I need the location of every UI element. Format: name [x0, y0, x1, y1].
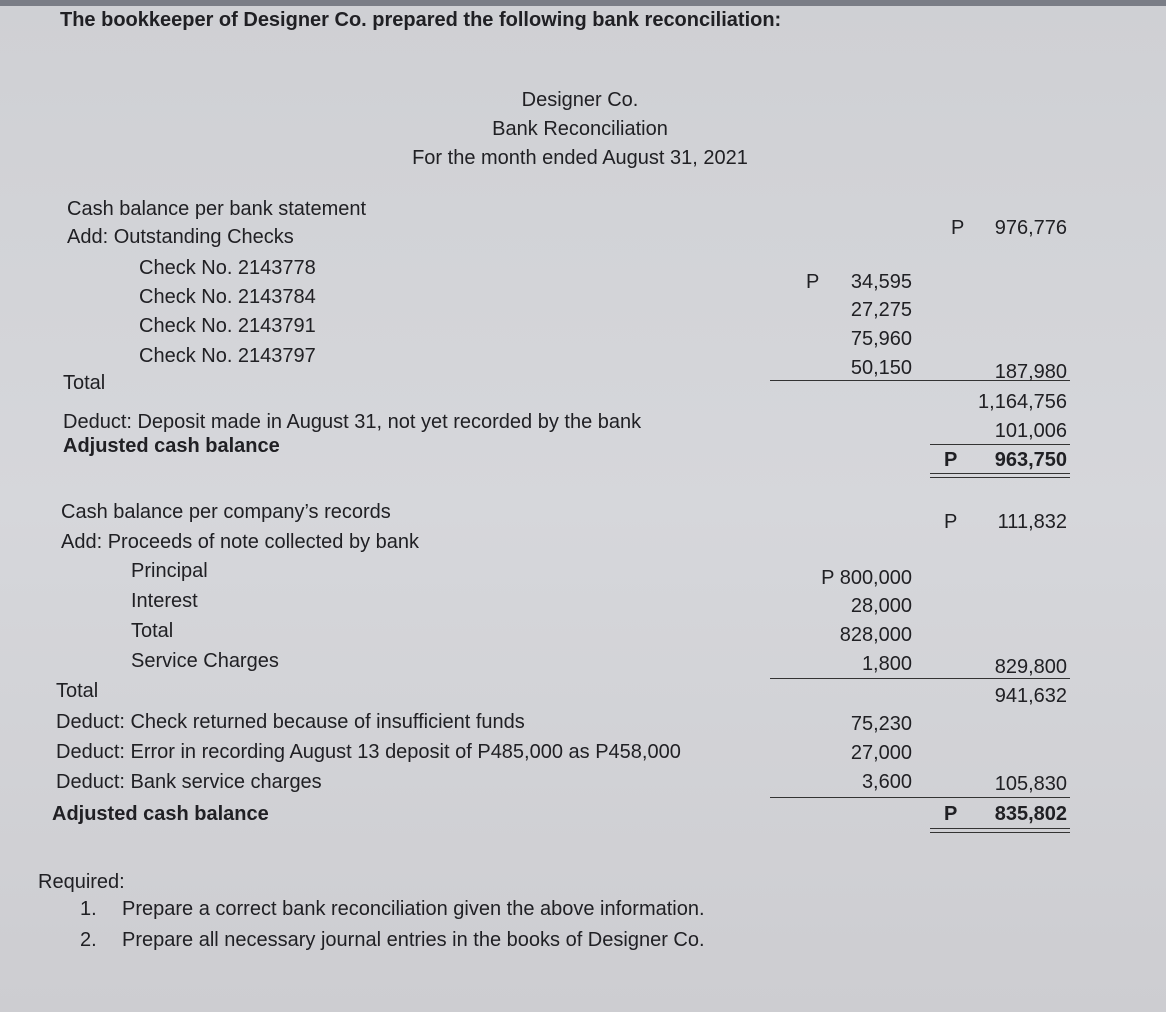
- top-edge: [0, 0, 1166, 6]
- book-total-label: Total: [56, 680, 99, 702]
- deduction-label-1: Deduct: Check returned because of insufficient funds: [56, 711, 525, 733]
- service-charges-value: 1,800: [861, 653, 912, 675]
- book-balance-peso: P: [944, 511, 958, 533]
- required-text-1: Prepare a correct bank reconciliation given the above information.: [122, 898, 705, 920]
- check-label-4: Check No. 2143797: [139, 345, 316, 367]
- bank-adjusted-value: 963,750: [994, 449, 1067, 471]
- book-adjusted-value: 835,802: [994, 803, 1067, 825]
- book-total-value: 941,632: [994, 685, 1067, 707]
- principal-label: Principal: [131, 560, 208, 582]
- bank-deduct-label: Deduct: Deposit made in August 31, not yet recorded by the bank: [63, 411, 642, 433]
- check-label-2: Check No. 2143784: [139, 286, 316, 308]
- deduction-amount-3: 3,600: [861, 771, 912, 793]
- book-add-label: Add: Proceeds of note collected by bank: [61, 531, 420, 553]
- service-charges-label: Service Charges: [131, 650, 279, 672]
- required-label: Required:: [38, 871, 125, 893]
- deduction-label-2: Deduct: Error in recording August 13 deposit of P485,000 as P458,000: [56, 741, 681, 763]
- bank-adjusted-peso: P: [944, 449, 958, 471]
- required-text-2: Prepare all necessary journal entries in the books of Designer Co.: [122, 929, 705, 951]
- book-adjusted-double-underline: [930, 828, 1070, 833]
- bank-adjusted-double-underline: [930, 473, 1070, 478]
- check-amount-4: 50,150: [850, 357, 912, 379]
- bank-total-value: 1,164,756: [978, 391, 1067, 413]
- principal-value: P 800,000: [821, 567, 912, 589]
- bank-total-label: Total: [63, 372, 106, 394]
- intro-text: The bookkeeper of Designer Co. prepared the following bank reconciliation:: [60, 9, 782, 31]
- book-add-underline: [770, 678, 1070, 679]
- bank-deduct-underline: [930, 444, 1070, 445]
- check-label-1: Check No. 2143778: [139, 257, 316, 279]
- book-deduct-underline: [770, 797, 1070, 798]
- bank-add-label: Add: Outstanding Checks: [67, 226, 294, 248]
- deduction-amount-1: 75,230: [850, 713, 912, 735]
- book-adjusted-label: Adjusted cash balance: [52, 803, 269, 825]
- check-label-3: Check No. 2143791: [139, 315, 316, 337]
- checks-peso: P: [806, 271, 820, 293]
- book-add-total: 829,800: [994, 656, 1067, 678]
- subtotal-value: 828,000: [839, 624, 912, 646]
- interest-value: 28,000: [850, 595, 912, 617]
- check-amount-2: 27,275: [850, 299, 912, 321]
- report-period: For the month ended August 31, 2021: [412, 147, 748, 169]
- required-num-1: 1.: [80, 898, 97, 920]
- interest-label: Interest: [131, 590, 198, 612]
- book-balance-value: 111,832: [997, 511, 1067, 533]
- bank-balance-peso: P: [951, 217, 965, 239]
- check-amount-1: 34,595: [850, 271, 912, 293]
- bank-balance-value: 976,776: [994, 217, 1067, 239]
- company-name: Designer Co.: [521, 89, 639, 111]
- book-adjusted-peso: P: [944, 803, 958, 825]
- subtotal-label: Total: [131, 620, 174, 642]
- bank-deduct-value: 101,006: [994, 420, 1067, 442]
- checks-total: 187,980: [994, 361, 1067, 383]
- book-balance-label: Cash balance per company’s records: [61, 501, 391, 523]
- bank-balance-label: Cash balance per bank statement: [67, 198, 367, 220]
- required-num-2: 2.: [80, 929, 97, 951]
- bank-adjusted-label: Adjusted cash balance: [63, 435, 280, 457]
- book-deduct-total: 105,830: [994, 773, 1067, 795]
- deduction-amount-2: 27,000: [850, 742, 912, 764]
- check-amount-3: 75,960: [850, 328, 912, 350]
- report-title: Bank Reconciliation: [492, 118, 668, 140]
- deduction-label-3: Deduct: Bank service charges: [56, 771, 322, 793]
